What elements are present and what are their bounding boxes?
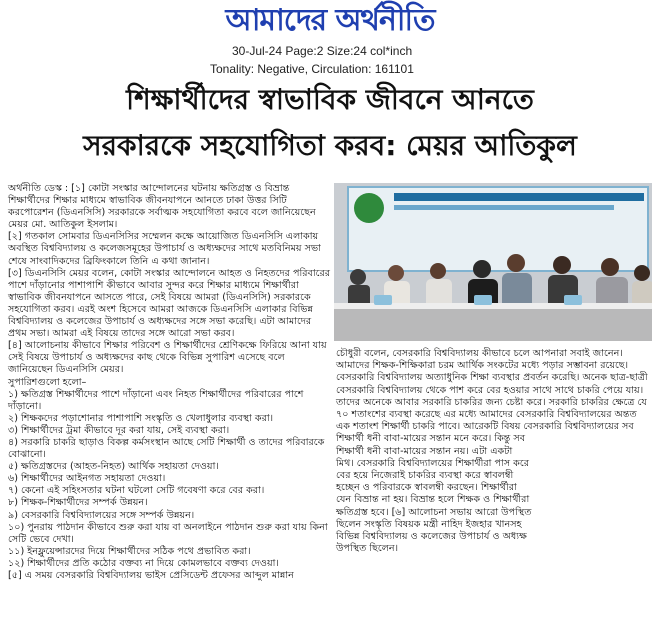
recommendation-item: ৪) সরকারি চাকরি ছাড়াও বিকল্প কর্মসংস্থান আছে সেটি শিক্ষার্থী ও তাদের পরিবারকে বোঝানো।	[8, 436, 325, 461]
clip-meta-date-page: 30-Jul-24 Page:2 Size:24 col*inch	[232, 44, 413, 58]
article-paragraph-3: [৩] ডিএনসিসি মেয়র বলেন, কোটা সংস্কার আন্দোলনে আহত ও নিহতদের পরিবারের পাশে দাঁড়ানোর পাশাপাশি কীভাবে আবার সুন্দর করে শিক্ষার মাধ্যমে শিক্ষার্থীরা স্বাভাবিক জীবনযাপনে আসতে পারে, সেই বিষয়ে আমরা (ডিএনসিসি) সরকারকে সহযোগিতা করব। এরই অংশ হিসেবে আমরা আজকে ডিএনসিসি এলাকার বিভিন্ন বিশ্ববিদ্যালয় ও কলেজের উপাচার্য ও অধ্যক্ষদের সঙ্গে সভা করেছি। এটা আমাদের প্রথম সভা। আমরা এই বিষয়ে তাদের সঙ্গে আরো সভা করব।	[8, 267, 331, 340]
recommendation-item: ৭) কেনো এই সহিংসতার ঘটনা ঘটলো সেটি গবেষণা করে বের করা।	[8, 485, 265, 497]
recommendation-item: ১১) ইনফ্লুয়েন্সারদের দিয়ে শিক্ষার্থীদের সঠিক পথে প্রভাবিত করা।	[8, 545, 251, 557]
recommendations-heading: সুপারিশগুলো হলো–	[8, 376, 87, 388]
recommendation-item: ২) শিক্ষকদের পড়াশোনার পাশাপাশি সংস্কৃতি ও খেলাধুলার ব্যবস্থা করা।	[8, 412, 274, 424]
article-paragraph-1: অর্থনীতি ডেস্ক : [১] কোটা সংস্কার আন্দোলনের ঘটনায় ক্ষতিগ্রস্ত ও বিভ্রান্ত শিক্ষার্থীদের শিক্ষার মাধ্যমে স্বাভাবিক জীবনযাপনে আনতে ঢাকা উত্তর সিটি করপোরেশন (ডিএনসিসি) সরকারকে সর্বাত্মক সহযোগিতা করবে বলে জানিয়েছেন মেয়র মো. আতিকুল ইসলাম।	[8, 183, 316, 231]
article-paragraph-2: [২] গতকাল সোমবার ডিএনসিসির সম্মেলন কক্ষে আয়োজিত ডিএনসিসি এলাকায় অবস্থিত বিশ্ববিদ্যালয় ও কলেজসমূহের উপাচার্য ও অধ্যক্ষদের সাথে মতবিনিময় সভা শেষে সাংবাদিকদের ব্রিফিংকালে তিনি এ কথা জানান।	[8, 231, 321, 267]
headline-line-2: সরকারকে সহযোগিতা করব: মেয়র আতিকুল	[83, 129, 577, 162]
newspaper-logo: আমাদের অর্থনীতি	[225, 3, 435, 38]
recommendation-item: ১) ক্ষতিগ্রস্ত শিক্ষার্থীদের পাশে দাঁড়ানো এবং নিহত শিক্ষার্থীদের পরিবারের পাশে দাঁড়ানো।	[8, 388, 304, 412]
masthead	[0, 0, 660, 42]
recommendation-item: [৫] এ সময় বেসরকারি বিশ্ববিদ্যালয় ভাইস প্রেসিডেন্ট প্রফেসর আব্দুল মান্নান	[8, 570, 294, 581]
recommendations-list	[8, 389, 330, 583]
article-right-paragraph-1: চৌধুরী বলেন, বেসরকারি বিশ্ববিদ্যালয় কীভাবে চলে আপনারা সবাই জানেন। আমাদের শিক্ষক-শিক্ষিকারা চরম আর্থিক সংকটের মধ্যে পড়ার সম্ভাবনা রয়েছে। বেসরকারি বিশ্ববিদ্যালয় অত্যাধুনিক শিক্ষা ব্যবস্থার প্রবর্তন করেছি। অনেক ছাত্র-ছাত্রী বেসরকারি বিশ্ববিদ্যালয় থেকে পাশ করে বের হওয়ার সাথে সাথে চাকরি পেয়ে যায়। তাদের অনেকে আবার সরকারি চাকরির জন্য চেষ্টা করে। সরকারি চাকরির ক্ষেত্রে যে ৭০ শতাংশের ব্যবস্থা করেছে এর মধ্যে আমাদের বেসরকারি বিশ্ববিদ্যালয়ের অন্তত এক শতাংশ শিক্ষার্থী চাকরি পাবে। আরেকটি বিষয় বেসরকারি বিশ্ববিদ্যালয়ের সব শিক্ষার্থী ধনী বাবা-মায়ের সন্তান মনে করে। কিন্তু সব	[336, 348, 648, 445]
article-right-paragraph-2: শিক্ষার্থী ধনী বাবা-মায়ের সন্তান নয়। এটা একটা মিথ। বেসরকারি বিশ্ববিদ্যালয়ের শিক্ষার্থীরা পাস করে বের হয়ে নিজেরাই চাকরির ব্যবস্থা করে স্বাবলম্বী হচ্ছেন ও পরিবারকে স্বাবলম্বী করছেন। শিক্ষার্থীরা যেন বিভ্রান্ত না হয়। বিভ্রান্ত হলে শিক্ষক ও শিক্ষার্থীরা ক্ষতিগ্রস্ত হবে। [৬] আলোচনা সভায় আরো উপস্থিত ছিলেন সংস্কৃতি বিষয়ক মন্ত্রী নাহিদ ইজহার খানসহ বিভিন্ন বিশ্ববিদ্যালয় ও কলেজের উপাচার্য ও অধ্যক্ষ উপস্থিত ছিলেন।	[336, 445, 532, 555]
clip-meta-tonality: Tonality: Negative, Circulation: 161101	[210, 62, 414, 76]
meeting-photo-illustration	[334, 183, 652, 341]
meeting-photo	[334, 183, 652, 341]
recommendation-item: ৩) শিক্ষার্থীদের ট্রমা কীভাবে দূর করা যায়, সেই ব্যবস্থা করা।	[8, 424, 230, 436]
article-right-column	[336, 348, 652, 555]
article-left-column	[8, 183, 330, 582]
recommendation-item: ১২) শিক্ষার্থীদের প্রতি কঠোর বক্তব্য না দিয়ে কোমলভাবে বক্তব্য দেওয়া।	[8, 557, 279, 569]
recommendation-item: ৫) ক্ষতিগ্রস্তদের (আহত-নিহত) আর্থিক সহায়তা দেওয়া।	[8, 461, 219, 473]
recommendation-item: ১০) পুনরায় পাঠদান কীভাবে শুরু করা যায় বা অনলাইনে পাঠদান শুরু করা যায় কিনা সেটি ভেবে দেখা।	[8, 521, 328, 545]
recommendation-item: ৯) বেসরকারি বিশ্ববিদ্যালয়ের সঙ্গে সম্পর্ক উন্নয়ন।	[8, 509, 195, 521]
recommendation-item: ৮) শিক্ষক-শিক্ষার্থীদের সম্পর্ক উন্নয়ন।	[8, 497, 148, 509]
article-paragraph-4: [৪] আলোচনায় কীভাবে শিক্ষার পরিবেশ ও শিক্ষার্থীদের শ্রেণিকক্ষে ফিরিয়ে আনা যায় সেই বিষয়ে উপাচার্য ও অধ্যক্ষদের কাছ থেকে বিভিন্ন সুপারিশ এসেছে বলে জানিয়েছেন ডিএনসিসি মেয়র।	[8, 340, 327, 376]
recommendation-item: ৬) শিক্ষার্থীদের আইনগত সহায়তা দেওয়া।	[8, 473, 166, 485]
headline-line-1: শিক্ষার্থীদের স্বাভাবিক জীবনে আনতে	[126, 83, 534, 116]
